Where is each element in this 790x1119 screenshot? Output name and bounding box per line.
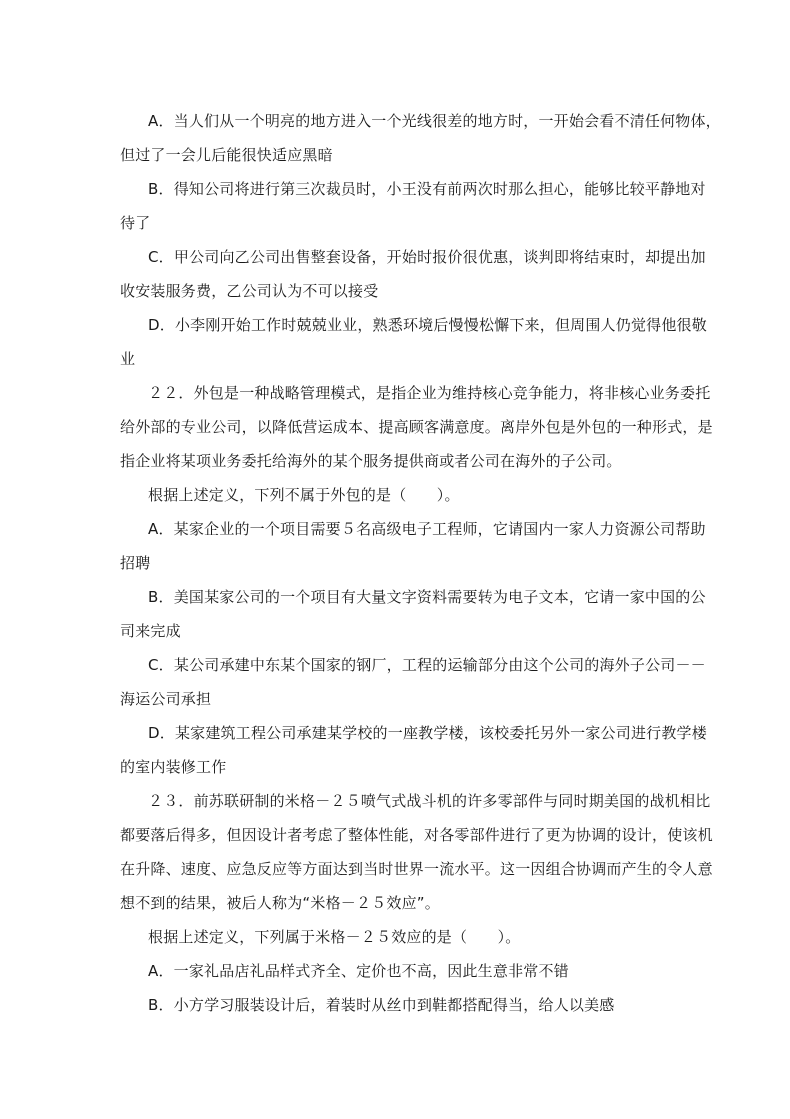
text-line: A．当人们从一个明亮的地方进入一个光线很差的地方时，一开始会看不清任何物体， [148,112,721,130]
text-line: 收安装服务费，乙公司认为不可以接受 [120,282,379,300]
text-line: 待了 [120,214,151,232]
question-22-option-d [120,716,707,784]
question-22-prompt [120,478,680,512]
question-23-prompt [120,920,680,954]
text-line: 给外部的专业公司，以降低营运成本、提高顾客满意度。离岸外包是外包的一种形式，是 [120,418,713,436]
text-line: A．某家企业的一个项目需要５名高级电子工程师，它请国内一家人力资源公司帮助 [148,520,706,538]
option-a-light-adaptation [120,104,721,172]
text-line: C．某公司承建中东某个国家的钢厂，工程的运输部分由这个公司的海外子公司－－ [148,656,706,674]
question-22-option-b [120,580,706,648]
text-line: D．小李刚开始工作时兢兢业业，熟悉环境后慢慢松懈下来，但周围人仍觉得他很敬 [148,316,707,334]
text-line: 指企业将某项业务委托给海外的某个服务提供商或者公司在海外的子公司。 [120,452,622,470]
text-line: B．小方学习服装设计后，着装时从丝巾到鞋都搭配得当，给人以美感 [148,996,615,1014]
question-23-option-b [120,988,680,1022]
text-line: 想不到的结果，被后人称为“米格－２５效应”。 [120,894,440,912]
text-line: 根据上述定义，下列不属于外包的是（ ）。 [148,486,460,504]
text-line: 招聘 [120,554,151,572]
text-line: A．一家礼品店礼品样式齐全、定价也不高，因此生意非常不错 [148,962,569,980]
option-c-equipment-sale [120,240,706,308]
question-22-option-a [120,512,706,580]
text-line: ２３．前苏联研制的米格－２５喷气式战斗机的许多零部件与同时期美国的战机相比 [148,792,711,810]
text-line: C．甲公司向乙公司出售整套设备，开始时报价很优惠，谈判即将结束时，却提出加 [148,248,706,266]
text-line: ２２．外包是一种战略管理模式，是指企业为维持核心竞争能力，将非核心业务委托 [148,384,711,402]
text-line: D．某家建筑工程公司承建某学校的一座教学楼，该校委托另外一家公司进行教学楼 [148,724,707,742]
question-22-option-c [120,648,706,716]
text-line: 司来完成 [120,622,181,640]
text-line: 都要落后得多，但因设计者考虑了整体性能，对各零部件进行了更为协调的设计，使该机 [120,826,713,844]
text-line: 在升降、速度、应急反应等方面达到当时世界一流水平。这一因组合协调而产生的令人意 [120,860,713,878]
text-line: 但过了一会儿后能很快适应黑暗 [120,146,333,164]
question-23-definition [120,784,713,920]
text-line: 的室内装修工作 [120,758,227,776]
option-b-layoff [120,172,706,240]
text-line: 海运公司承担 [120,690,212,708]
text-line: 业 [120,350,136,368]
text-line: B．美国某家公司的一个项目有大量文字资料需要转为电子文本，它请一家中国的公 [148,588,706,606]
question-22-definition [120,376,713,478]
text-line: B．得知公司将进行第三次裁员时，小王没有前两次时那么担心，能够比较平静地对 [148,180,706,198]
text-line: 根据上述定义，下列属于米格－２５效应的是（ ）。 [148,928,521,946]
option-d-work-attitude [120,308,707,376]
question-23-option-a [120,954,680,988]
